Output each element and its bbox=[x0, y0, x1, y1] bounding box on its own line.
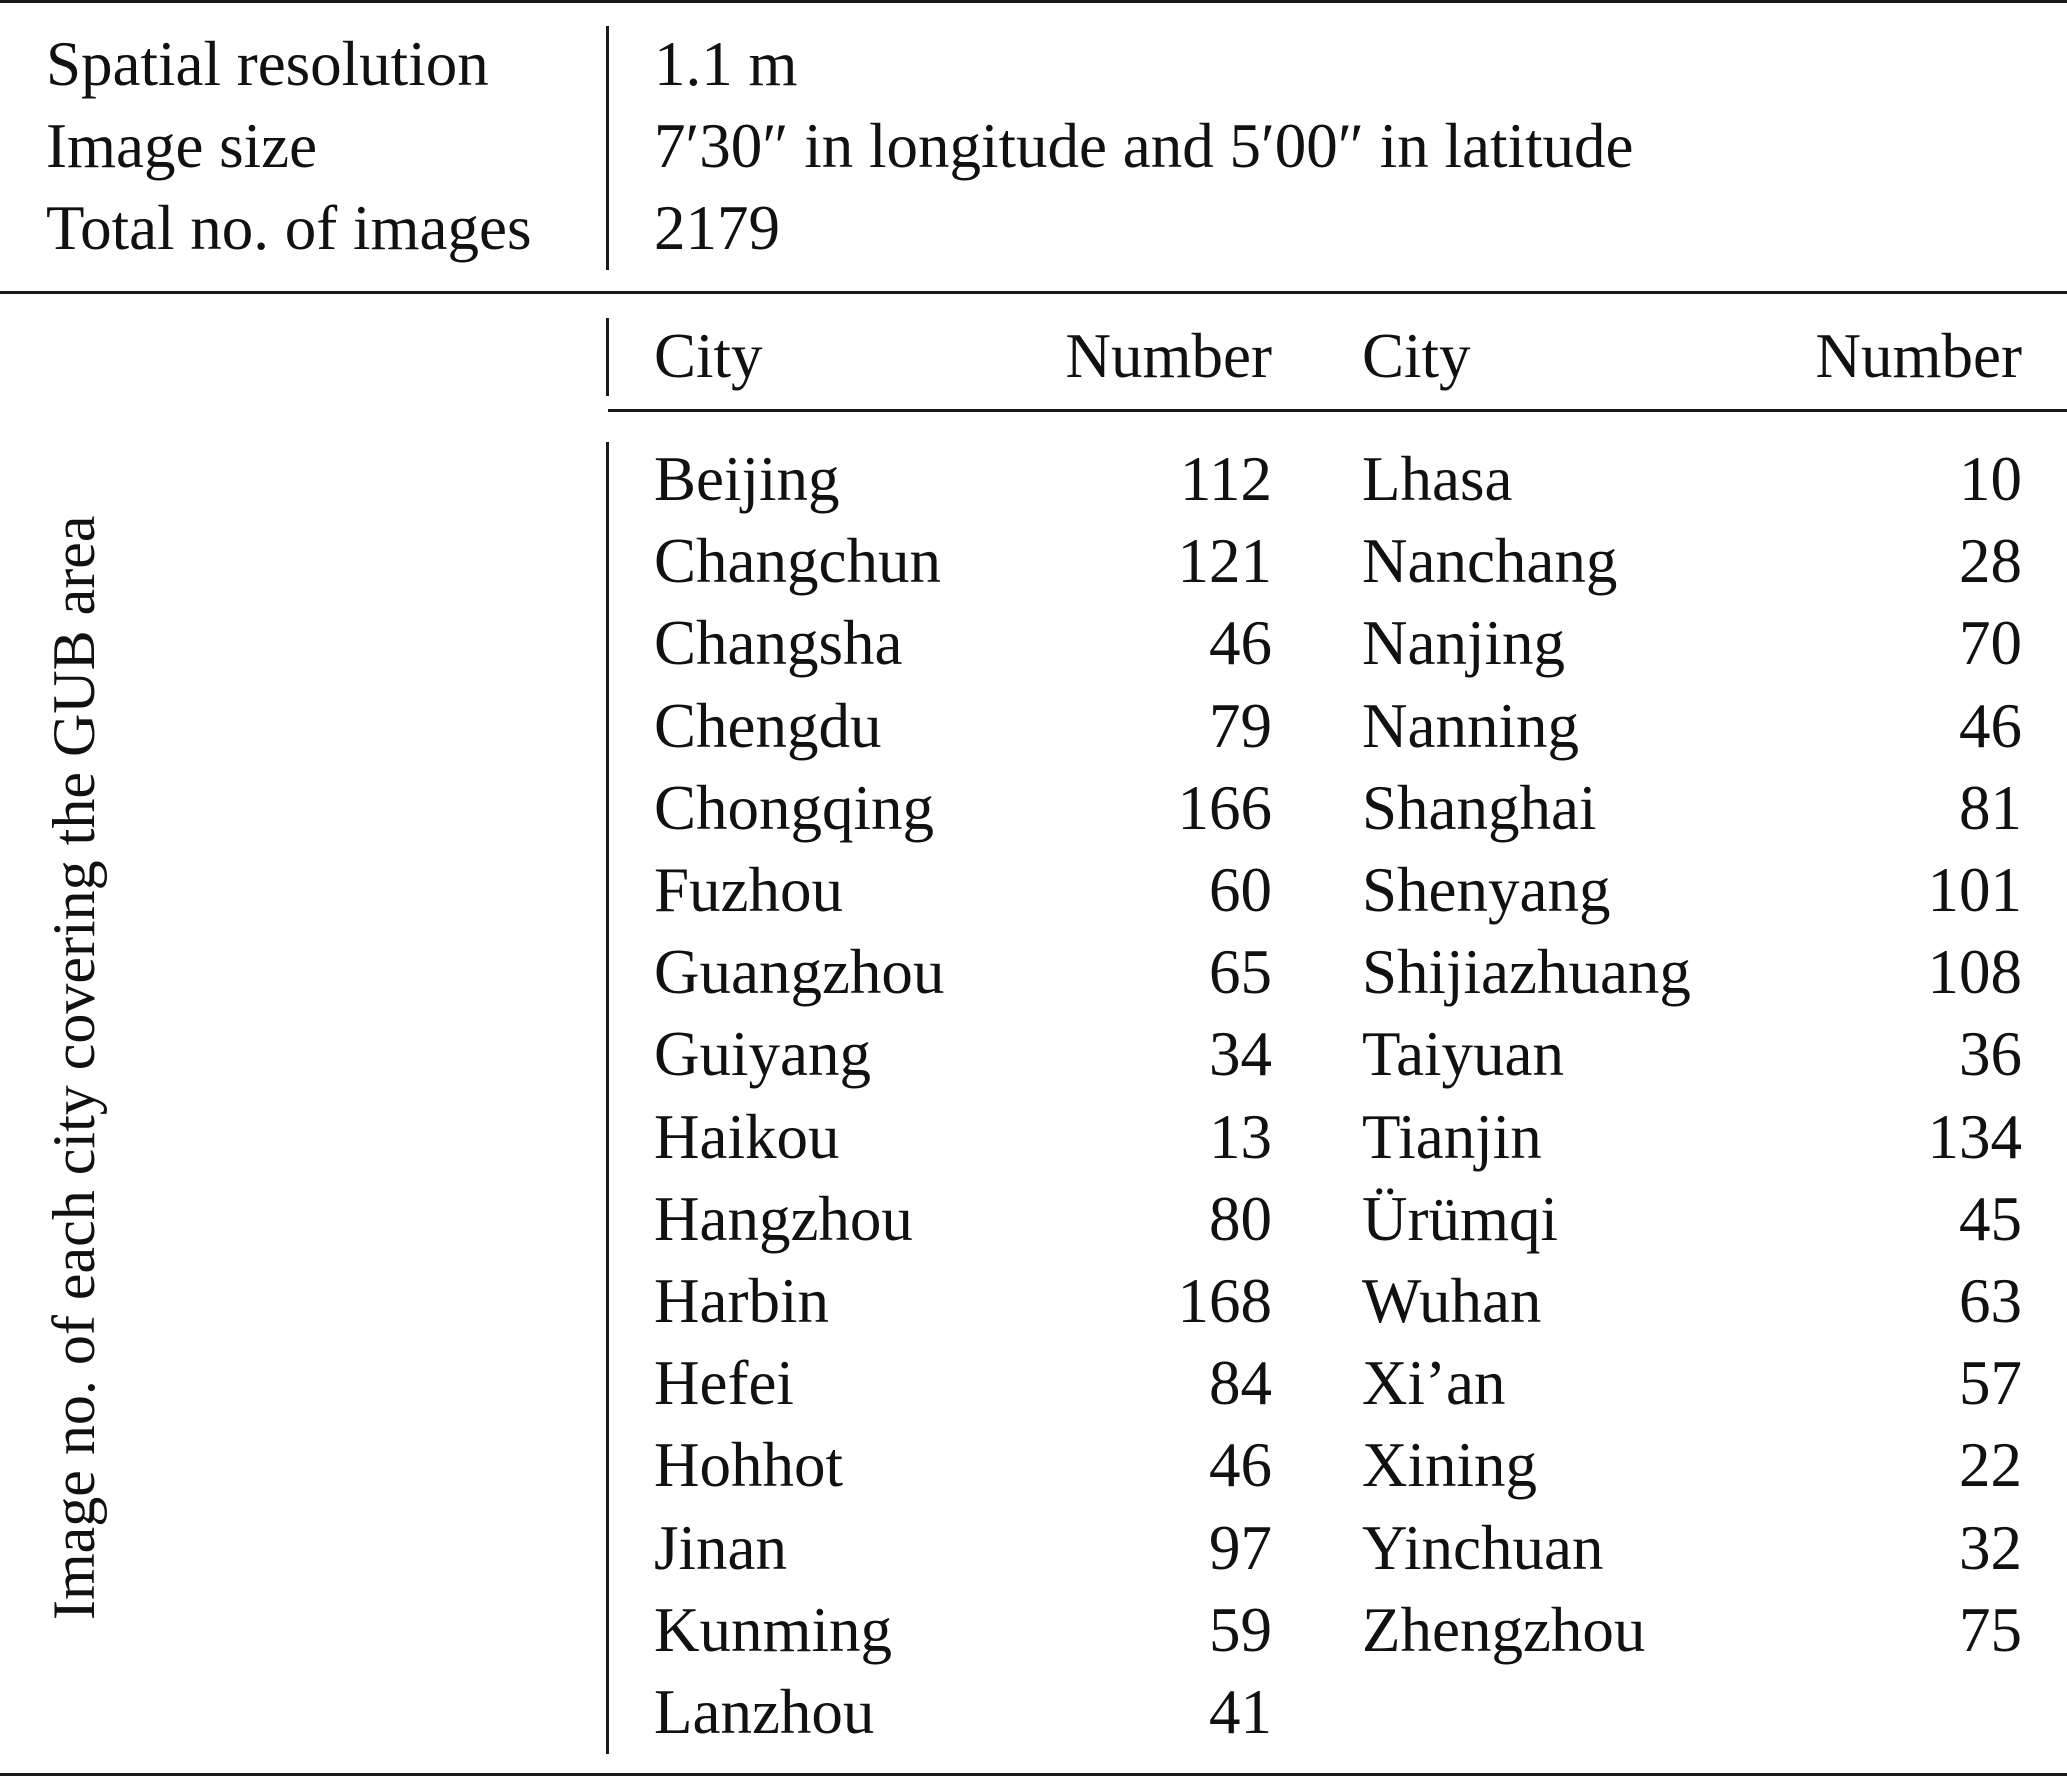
left-city-number: 166 bbox=[1177, 773, 1272, 843]
right-city-name: Shanghai bbox=[1362, 773, 1597, 843]
right-city-name: Nanning bbox=[1362, 691, 1579, 761]
bottom-rule bbox=[0, 1773, 2067, 1776]
left-city-number: 13 bbox=[1209, 1102, 1272, 1172]
left-city-name: Harbin bbox=[654, 1266, 829, 1336]
left-city-name: Lanzhou bbox=[654, 1677, 875, 1747]
summary-label-resolution: Spatial resolution bbox=[46, 29, 489, 99]
left-city-name: Hefei bbox=[654, 1348, 794, 1418]
left-city-number: 84 bbox=[1209, 1348, 1272, 1418]
left-city-number: 41 bbox=[1209, 1677, 1272, 1747]
mid-rule bbox=[0, 291, 2067, 294]
right-city-number: 81 bbox=[1959, 773, 2022, 843]
header-divider bbox=[606, 318, 609, 396]
right-city-name: Shijiazhuang bbox=[1362, 937, 1691, 1007]
right-city-number: 28 bbox=[1959, 526, 2022, 596]
left-city-number: 80 bbox=[1209, 1184, 1272, 1254]
right-city-number: 22 bbox=[1959, 1430, 2022, 1500]
right-city-number: 36 bbox=[1959, 1019, 2022, 1089]
left-city-number: 46 bbox=[1209, 1430, 1272, 1500]
left-city-name: Kunming bbox=[654, 1595, 893, 1665]
right-city-name: Tianjin bbox=[1362, 1102, 1542, 1172]
left-city-name: Guiyang bbox=[654, 1019, 871, 1089]
header-left-number: Number bbox=[1065, 321, 1272, 391]
summary-value-total-images: 2179 bbox=[654, 193, 780, 263]
right-city-number: 70 bbox=[1959, 608, 2022, 678]
left-city-name: Chengdu bbox=[654, 691, 882, 761]
summary-value-image-size: 7′30″ in longitude and 5′00″ in latitude bbox=[654, 111, 1634, 181]
top-rule bbox=[0, 0, 2067, 3]
right-city-name: Wuhan bbox=[1362, 1266, 1542, 1336]
right-city-name: Nanchang bbox=[1362, 526, 1618, 596]
left-city-name: Beijing bbox=[654, 444, 840, 514]
left-city-name: Changchun bbox=[654, 526, 941, 596]
right-city-number: 108 bbox=[1927, 937, 2022, 1007]
left-city-number: 121 bbox=[1177, 526, 1272, 596]
body-divider bbox=[606, 442, 609, 1754]
left-city-name: Haikou bbox=[654, 1102, 840, 1172]
right-city-name: Shenyang bbox=[1362, 855, 1611, 925]
left-city-name: Hangzhou bbox=[654, 1184, 913, 1254]
left-city-number: 79 bbox=[1209, 691, 1272, 761]
right-city-name: Ürümqi bbox=[1362, 1184, 1558, 1254]
left-city-number: 112 bbox=[1179, 444, 1272, 514]
left-city-name: Chongqing bbox=[654, 773, 935, 843]
right-city-name: Nanjing bbox=[1362, 608, 1565, 678]
right-city-number: 32 bbox=[1959, 1513, 2022, 1583]
right-city-name: Xi’an bbox=[1362, 1348, 1506, 1418]
left-city-name: Guangzhou bbox=[654, 937, 945, 1007]
right-city-number: 10 bbox=[1959, 444, 2022, 514]
left-city-name: Jinan bbox=[654, 1513, 787, 1583]
left-city-number: 34 bbox=[1209, 1019, 1272, 1089]
city-section-side-label: Image no. of each city covering the GUB area bbox=[41, 515, 107, 1620]
summary-value-resolution: 1.1 m bbox=[654, 29, 798, 99]
left-city-number: 60 bbox=[1209, 855, 1272, 925]
right-city-number: 101 bbox=[1927, 855, 2022, 925]
left-city-number: 97 bbox=[1209, 1513, 1272, 1583]
header-right-number: Number bbox=[1815, 321, 2022, 391]
left-city-name: Fuzhou bbox=[654, 855, 843, 925]
right-city-number: 63 bbox=[1959, 1266, 2022, 1336]
summary-label-total-images: Total no. of images bbox=[46, 193, 532, 263]
left-city-name: Hohhot bbox=[654, 1430, 843, 1500]
left-city-number: 65 bbox=[1209, 937, 1272, 1007]
left-city-number: 46 bbox=[1209, 608, 1272, 678]
summary-label-image-size: Image size bbox=[46, 111, 318, 181]
left-city-number: 59 bbox=[1209, 1595, 1272, 1665]
right-city-number: 134 bbox=[1927, 1102, 2022, 1172]
right-city-name: Taiyuan bbox=[1362, 1019, 1565, 1089]
header-rule bbox=[608, 409, 2067, 412]
left-city-name: Changsha bbox=[654, 608, 903, 678]
right-city-number: 46 bbox=[1959, 691, 2022, 761]
left-city-number: 168 bbox=[1177, 1266, 1272, 1336]
right-city-name: Lhasa bbox=[1362, 444, 1513, 514]
right-city-number: 75 bbox=[1959, 1595, 2022, 1665]
right-city-name: Zhengzhou bbox=[1362, 1595, 1646, 1665]
right-city-number: 57 bbox=[1959, 1348, 2022, 1418]
right-city-number: 45 bbox=[1959, 1184, 2022, 1254]
right-city-name: Yinchuan bbox=[1362, 1513, 1604, 1583]
header-left-city: City bbox=[654, 321, 763, 391]
summary-divider bbox=[606, 26, 609, 270]
header-right-city: City bbox=[1362, 321, 1471, 391]
right-city-name: Xining bbox=[1362, 1430, 1538, 1500]
